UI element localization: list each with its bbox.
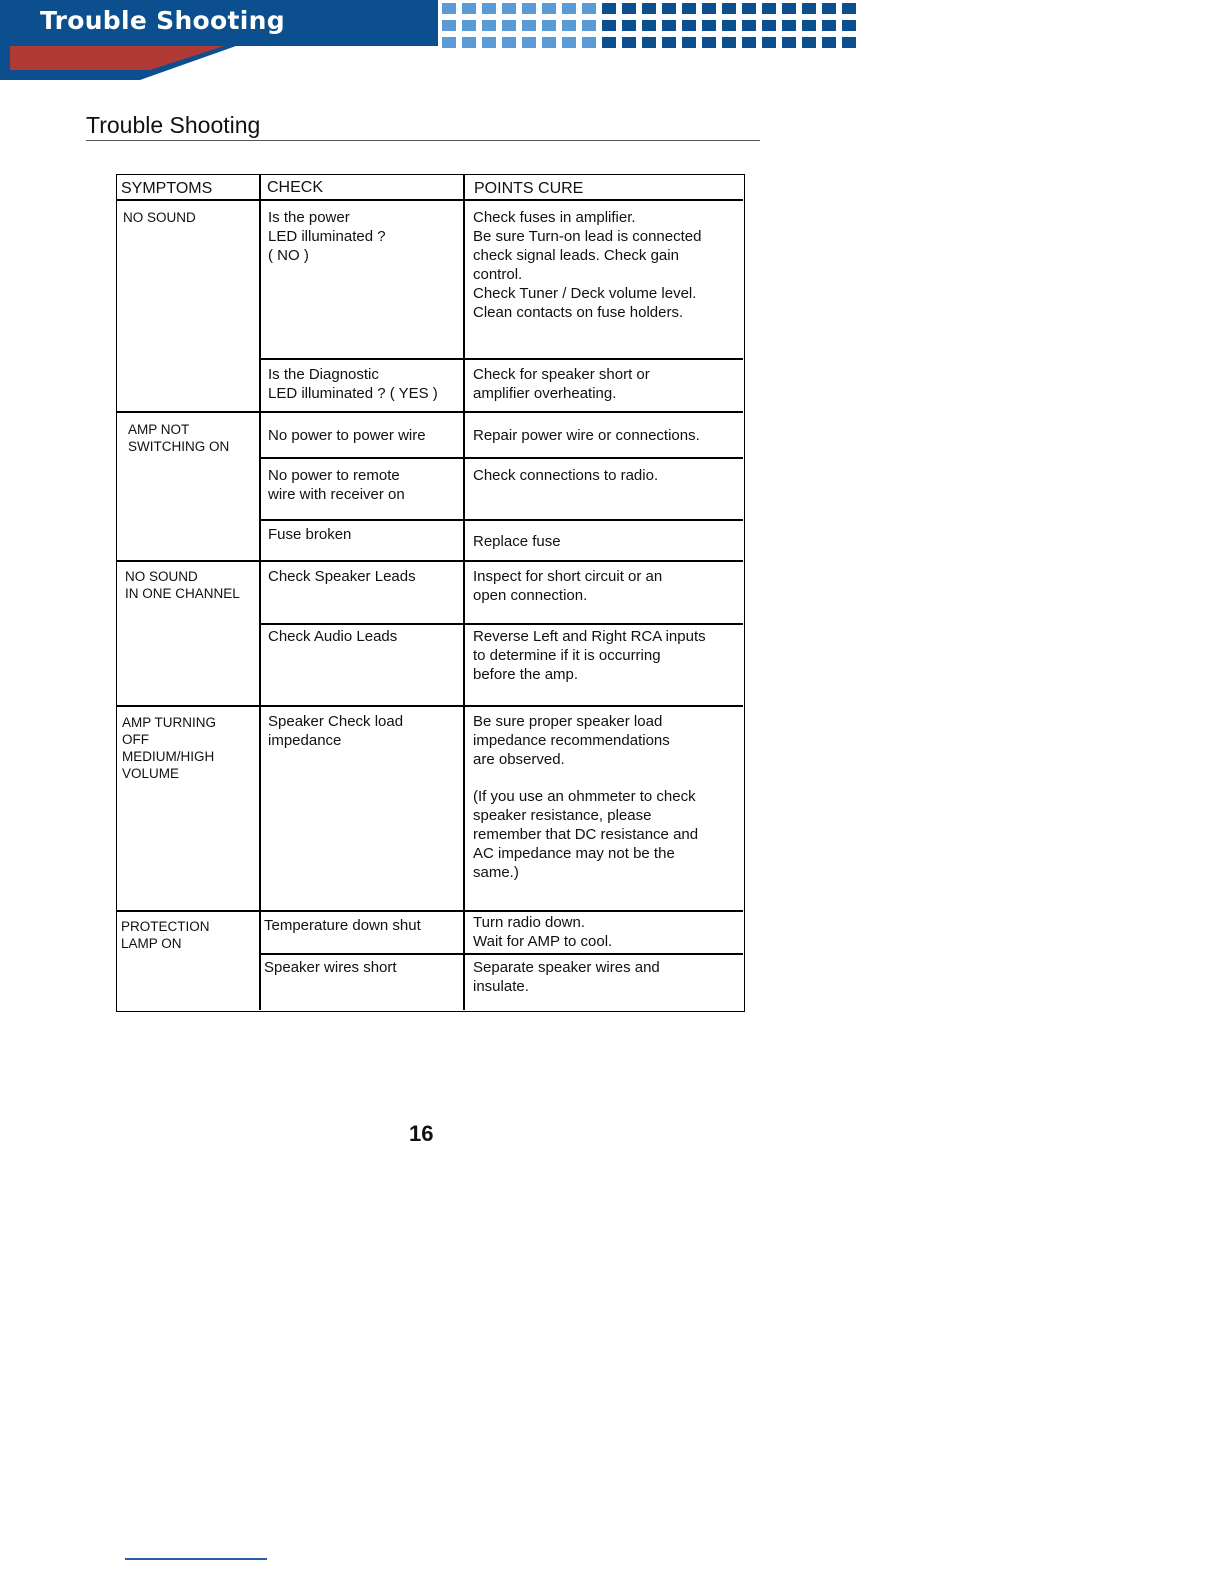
- banner-square: [742, 3, 756, 14]
- check-cell: Speaker wires short: [264, 959, 397, 976]
- banner-square: [802, 20, 816, 31]
- banner-square: [842, 3, 856, 14]
- banner-square: [622, 3, 636, 14]
- cure-note: (If you use an ohmmeter to check speaker resistance, please remember that DC resistance and AC impedance may not be the same.): [473, 788, 699, 881]
- banner-square: [602, 37, 616, 48]
- column-divider: [259, 175, 261, 1010]
- banner-square: [482, 3, 496, 14]
- group-rule: [117, 411, 743, 413]
- banner-square: [762, 3, 776, 14]
- cure-cell: Repair power wire or connections.: [473, 427, 700, 444]
- symptom-amp-not-switching-on: AMP NOT SWITCHING ON: [128, 422, 230, 454]
- banner-square: [602, 3, 616, 14]
- banner-square: [502, 37, 516, 48]
- cure-cell: Separate speaker wires and insulate.: [473, 959, 660, 995]
- row-rule: [259, 457, 743, 459]
- banner-square: [762, 20, 776, 31]
- banner-square: [502, 3, 516, 14]
- banner-square: [622, 37, 636, 48]
- banner-square: [742, 37, 756, 48]
- banner-square: [602, 20, 616, 31]
- banner-square: [562, 3, 576, 14]
- group-rule: [117, 560, 743, 562]
- banner-square: [682, 3, 696, 14]
- check-cell: Is the Diagnostic LED illuminated ? ( YES ): [268, 366, 438, 402]
- banner-square: [762, 37, 776, 48]
- banner-square: [822, 3, 836, 14]
- banner-square: [442, 37, 456, 48]
- banner-square-pattern: [442, 3, 856, 48]
- header-rule: [117, 199, 743, 201]
- row-rule: [259, 953, 743, 955]
- cure-cell: Replace fuse: [473, 533, 561, 550]
- banner-square: [822, 20, 836, 31]
- header-points-cure: POINTS CURE: [474, 180, 584, 197]
- symptom-amp-turning-off: AMP TURNING OFF MEDIUM/HIGH VOLUME: [122, 715, 217, 781]
- troubleshooting-table: [116, 174, 745, 1012]
- banner-square: [682, 20, 696, 31]
- banner-square: [702, 37, 716, 48]
- banner-square: [682, 37, 696, 48]
- banner-square: [782, 37, 796, 48]
- banner-square: [662, 37, 676, 48]
- banner-square: [562, 37, 576, 48]
- banner-square: [482, 37, 496, 48]
- banner-square: [582, 20, 596, 31]
- banner-square: [442, 3, 456, 14]
- banner-square: [842, 20, 856, 31]
- banner-square: [462, 3, 476, 14]
- row-rule: [259, 519, 743, 521]
- banner-square: [542, 3, 556, 14]
- check-cell: No power to power wire: [268, 427, 426, 444]
- banner-square: [522, 3, 536, 14]
- header-check: CHECK: [267, 179, 324, 196]
- cure-cell: Be sure proper speaker load impedance recommendations are observed.: [473, 713, 670, 768]
- banner-square: [442, 20, 456, 31]
- banner-square: [802, 37, 816, 48]
- check-cell: Speaker Check load impedance: [268, 713, 404, 749]
- banner-square: [702, 3, 716, 14]
- check-cell: Is the power LED illuminated ? ( NO ): [268, 209, 386, 264]
- header-banner: [0, 0, 1224, 82]
- section-title: Trouble Shooting: [86, 112, 261, 138]
- bottom-rule: [125, 1558, 267, 1560]
- banner-square: [522, 20, 536, 31]
- banner-square: [822, 37, 836, 48]
- banner-title: Trouble Shooting: [40, 6, 285, 35]
- banner-square: [722, 3, 736, 14]
- cure-cell: Reverse Left and Right RCA inputs to determine if it is occurring before the amp.: [473, 628, 706, 683]
- cure-cell: Turn radio down. Wait for AMP to cool.: [473, 914, 613, 950]
- banner-square: [782, 20, 796, 31]
- banner-square: [642, 3, 656, 14]
- banner-square: [662, 3, 676, 14]
- cure-cell: Inspect for short circuit or an open connection.: [473, 568, 663, 604]
- banner-square: [502, 20, 516, 31]
- symptom-no-sound: NO SOUND: [123, 210, 196, 225]
- banner-square: [802, 3, 816, 14]
- banner-square: [722, 20, 736, 31]
- group-rule: [117, 705, 743, 707]
- banner-square: [562, 20, 576, 31]
- cure-cell: Check fuses in amplifier. Be sure Turn-on lead is connected check signal leads. Check gain control. Check Tuner / Deck volume level. Clean contacts on fuse holders.: [473, 209, 702, 321]
- check-cell: No power to remote wire with receiver on: [268, 467, 405, 503]
- banner-square: [522, 37, 536, 48]
- banner-square: [462, 20, 476, 31]
- cure-cell: Check connections to radio.: [473, 467, 659, 484]
- banner-square: [742, 20, 756, 31]
- title-underline: [86, 140, 760, 141]
- banner-square: [482, 20, 496, 31]
- banner-square: [582, 3, 596, 14]
- symptom-protection-lamp-on: PROTECTION LAMP ON: [121, 919, 210, 951]
- check-cell: Temperature down shut: [264, 917, 421, 934]
- banner-square: [542, 37, 556, 48]
- banner-square: [462, 37, 476, 48]
- row-rule: [259, 623, 743, 625]
- banner-square: [582, 37, 596, 48]
- check-cell: Fuse broken: [268, 526, 352, 543]
- symptom-no-sound-one-channel: NO SOUND IN ONE CHANNEL: [125, 569, 240, 601]
- banner-square: [842, 37, 856, 48]
- column-divider: [463, 175, 465, 1010]
- check-cell: Check Audio Leads: [268, 628, 398, 645]
- group-rule: [117, 910, 743, 912]
- banner-square: [722, 37, 736, 48]
- banner-square: [782, 3, 796, 14]
- banner-square: [622, 20, 636, 31]
- banner-square: [542, 20, 556, 31]
- row-rule: [259, 358, 743, 360]
- check-cell: Check Speaker Leads: [268, 568, 416, 585]
- cure-cell: Check for speaker short or amplifier overheating.: [473, 366, 650, 402]
- banner-square: [662, 20, 676, 31]
- page-number: 16: [409, 1121, 434, 1146]
- banner-square: [642, 37, 656, 48]
- banner-square: [702, 20, 716, 31]
- banner-square: [642, 20, 656, 31]
- header-symptoms: SYMPTOMS: [121, 180, 213, 197]
